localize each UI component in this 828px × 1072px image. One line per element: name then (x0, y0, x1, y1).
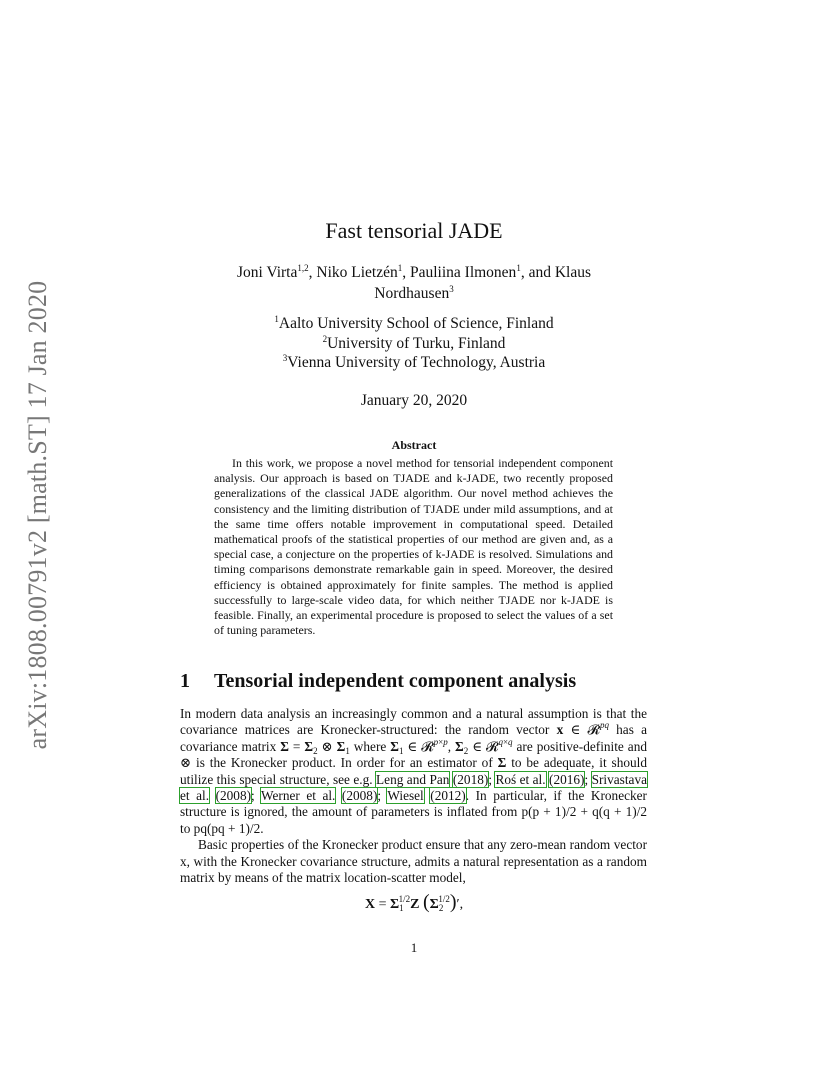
author-name: , Niko Lietzén (308, 264, 398, 281)
equation: $X = \Sigma_1^{1/2}Z$ $(\Sigma_2^{1/2})'$, (364, 891, 464, 913)
paragraph: Basic properties of the Kronecker product ensure that any zero-mean random vector x, with the Kronecker covariance structure, admits a natural representation as a random matrix by means of the matrix location-scatter model, (180, 837, 647, 886)
affiliations (0, 314, 828, 373)
author-list (0, 262, 828, 304)
author-name: , and Klaus (520, 264, 591, 281)
citation-link[interactable]: Wiesel (387, 788, 424, 804)
author-name: Joni Virta (237, 264, 298, 281)
arxiv-id: arXiv:1808.00791v2 [math.ST] 17 Jan 2020 (23, 280, 52, 750)
citation-link[interactable]: Roś et al. (495, 771, 546, 787)
author-sup: 1 (397, 263, 403, 273)
body-text (180, 706, 647, 886)
author-sup: 3 (449, 284, 454, 294)
section-heading (180, 670, 650, 693)
affiliation: $^3$Vienna University of Technology, Austria (282, 353, 546, 371)
section-number: 1 (180, 670, 190, 692)
citation-link[interactable]: (2012) (430, 788, 466, 804)
author-sup: 1 (516, 263, 521, 273)
citation-link[interactable]: (2016) (549, 771, 585, 787)
section-title: Tensorial independent component analysis (214, 670, 577, 692)
affiliation: $^2$University of Turku, Finland (322, 333, 506, 352)
author-name: Nordhausen (374, 285, 450, 302)
citation-link[interactable]: (2018) (452, 771, 489, 787)
paper-title: Fast tensorial JADE (325, 218, 503, 243)
abstract-heading: Abstract (391, 438, 437, 452)
citation-link[interactable]: Werner et al. (261, 788, 336, 804)
citation-link[interactable]: Leng and Pan (376, 771, 450, 787)
citation-link[interactable]: (2008) (215, 788, 252, 804)
author-name: , Pauliina Ilmonen (402, 264, 517, 281)
page-number: 1 (410, 940, 418, 955)
abstract-text: In this work, we propose a novel method for tensorial independent component analysis. Our approach is based on TJADE and k-JADE, two recently proposed generalizations of the classical JADE algorithm. Our novel method achieves the consistency and the limiting distribution of TJADE under mild assumptions, and at the same time offers notable improvement in computational speed. Detailed mathematical proofs of the statistical properties of our method are given and, as a special case, a conjecture on the properties of k-JADE is resolved. Simulations and timing comparisons demonstrate remarkable gain in speed. Moreover, the desired efficiency is obtained approximately for finite samples. The method is applied successfully to large-scale video data, for which neither TJADE nor k-JADE is feasible. Finally, an experimental procedure is proposed to select the values of a set of tuning parameters. (214, 456, 613, 638)
citation-link[interactable]: Srivastava et al. (180, 771, 647, 804)
paragraph: In modern data analysis an increasingly common and a natural assumption is that the covariance matrices are Kronecker-structured: the random vector x ∈ 𝓡$^{pq}$ has a covariance matrix $\Sigma = \Sigma_2$ ⊗ $\Sigma_1$ where $\Sigma_1$ ∈ 𝓡$^{p\times p}$, $\Sigma_2$ ∈ 𝓡$^{q\times q}$ are positive-definite and ⊗ is the Kronecker product. In order for an estimator of Σ to be adequate, it should utilize this special structure, see e.g. Leng and Pan (2018); Roś et al. (2016); Srivastava et al. (2008); Werner et al. (2008); Wiesel (2012). In particular, if the Kronecker structure is ignored, the amount of parameters is inflated from p(p + 1)/2 + q(q + 1)/2 to pq(pq + 1)/2. (180, 706, 647, 836)
abstract (214, 456, 613, 638)
affiliation: $^1$Aalto University School of Science, Finland (274, 314, 554, 332)
citation-link[interactable]: (2008) (341, 788, 378, 804)
paper-date: January 20, 2020 (360, 392, 468, 409)
author-sup: 1,2 (297, 263, 309, 273)
